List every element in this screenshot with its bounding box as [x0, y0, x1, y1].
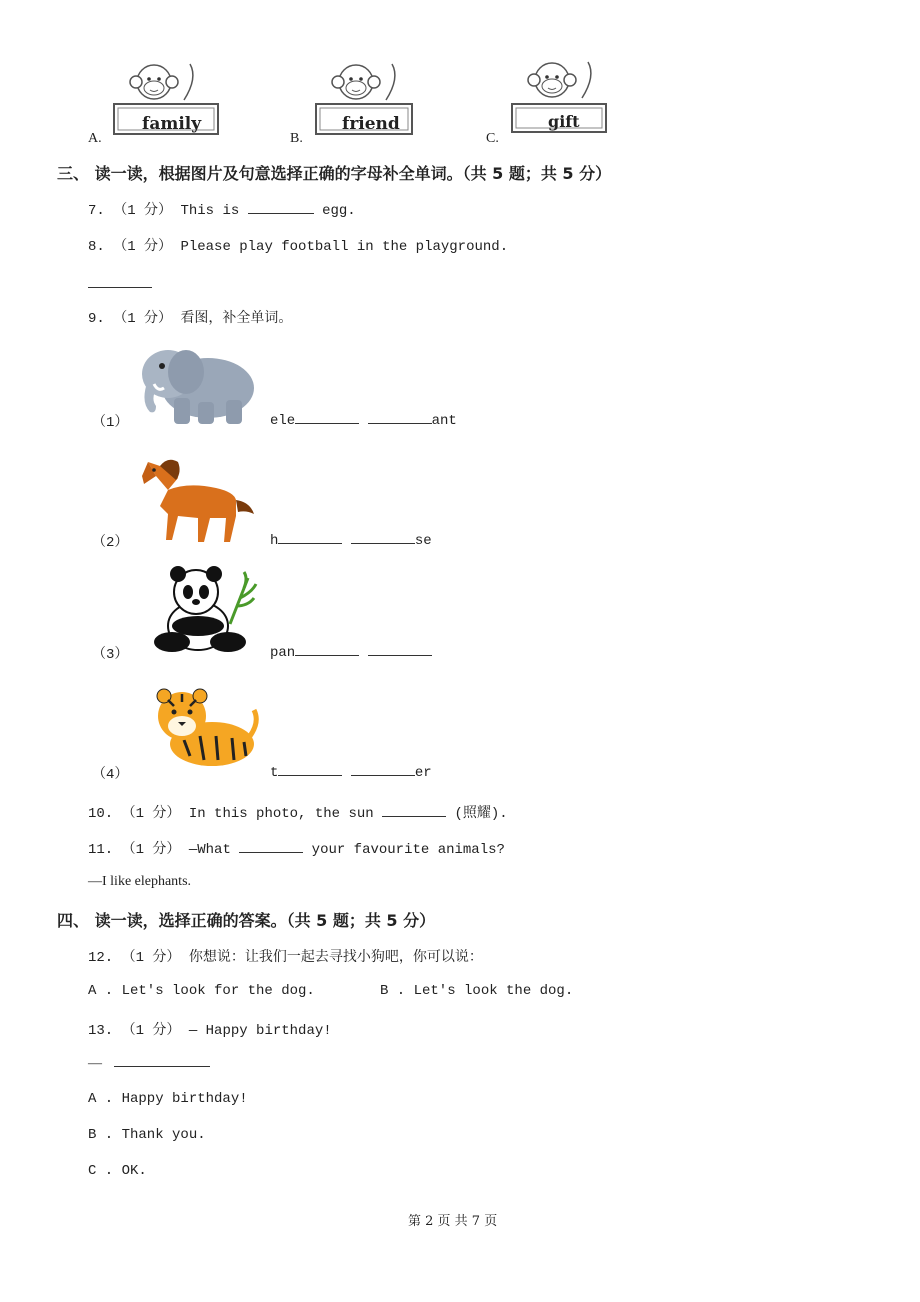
question-10-score: （1 分） [121, 806, 181, 822]
question-11-answer: —I like elephants. [88, 874, 192, 889]
question-8-text: Please play football in the playground. [180, 239, 509, 255]
question-11-text-before: —What [188, 842, 231, 858]
question-10 [88, 802, 508, 822]
question-9-item-3 [270, 643, 432, 661]
question-13-blank[interactable] [114, 1054, 210, 1067]
option-c-word: gift [548, 112, 580, 131]
question-7-number: 7. [88, 203, 105, 219]
elephant-icon [134, 342, 258, 426]
question-9-item-4 [270, 763, 432, 781]
item-2-suffix: se [414, 533, 432, 549]
question-7-text-after: egg. [322, 203, 356, 219]
section-4-heading: 四、 读一读，选择正确的答案。（共 5 题；共 5 分） [57, 911, 436, 930]
question-9-item-4-label: （4） [92, 767, 129, 783]
question-13-text: — Happy birthday! [188, 1023, 332, 1039]
item-2-prefix: h [270, 533, 279, 549]
question-7 [88, 199, 356, 219]
question-9-text: 看图，补全单词。 [180, 311, 293, 327]
question-13-score: （1 分） [121, 1023, 181, 1039]
question-13-option-a[interactable]: A . Happy birthday! [88, 1091, 248, 1107]
question-7-text-before: This is [180, 203, 240, 219]
item-1-suffix: ant [431, 413, 457, 429]
horse-icon [138, 456, 256, 546]
question-11-score: （1 分） [121, 842, 181, 858]
question-12-number: 12. [88, 950, 114, 966]
question-9-number: 9. [88, 311, 105, 327]
option-b-word: friend [342, 114, 400, 134]
question-7-score: （1 分） [113, 203, 173, 219]
question-13 [88, 1019, 332, 1039]
question-12-option-a[interactable]: A . Let's look for the dog. [88, 983, 315, 999]
question-11-number: 11. [88, 842, 114, 858]
question-10-blank[interactable] [382, 804, 446, 817]
question-10-text-before: In this photo, the sun [188, 806, 374, 822]
question-13-number: 13. [88, 1023, 114, 1039]
question-8-score: （1 分） [113, 239, 173, 255]
question-9-item-3-label: （3） [92, 647, 129, 663]
section-3-heading: 三、 读一读，根据图片及句意选择正确的字母补全单词。（共 5 题；共 5 分） [57, 164, 612, 183]
question-9-item-2-label: （2） [92, 535, 129, 551]
question-8 [88, 235, 508, 255]
item-4-blank-2[interactable] [351, 763, 415, 776]
question-11 [88, 838, 505, 858]
question-9 [88, 307, 292, 327]
panda-icon [152, 564, 258, 656]
item-4-prefix: t [270, 765, 279, 781]
question-9-score: （1 分） [113, 311, 173, 327]
option-a-letter: A. [88, 131, 102, 146]
item-1-prefix: ele [270, 413, 296, 429]
question-11-text-after: your favourite animals? [311, 842, 505, 858]
question-12-score: （1 分） [121, 950, 181, 966]
option-c-letter: C. [486, 131, 499, 146]
item-3-blank-1[interactable] [295, 643, 359, 656]
question-10-number: 10. [88, 806, 114, 822]
question-9-item-1 [270, 411, 457, 429]
question-11-blank[interactable] [239, 840, 303, 853]
page-footer: 第 2 页 共 7 页 [408, 1214, 498, 1229]
question-10-text-after: (照耀). [454, 806, 508, 822]
item-2-blank-1[interactable] [278, 531, 342, 544]
item-3-blank-2[interactable] [368, 643, 432, 656]
item-1-blank-1[interactable] [295, 411, 359, 424]
item-4-suffix: er [414, 765, 432, 781]
item-4-blank-1[interactable] [278, 763, 342, 776]
question-8-blank[interactable] [88, 275, 152, 288]
question-13-answer-line [88, 1054, 210, 1072]
item-2-blank-2[interactable] [351, 531, 415, 544]
option-b-letter: B. [290, 131, 303, 146]
item-1-blank-2[interactable] [368, 411, 432, 424]
item-3-prefix: pan [270, 645, 296, 661]
question-12 [88, 946, 483, 966]
question-8-number: 8. [88, 239, 105, 255]
question-12-option-b[interactable]: B . Let's look the dog. [380, 983, 574, 999]
question-7-blank[interactable] [248, 201, 314, 214]
question-9-item-2 [270, 531, 432, 549]
tiger-icon [154, 686, 258, 770]
question-13-dash: — [88, 1056, 102, 1071]
question-13-option-b[interactable]: B . Thank you. [88, 1127, 206, 1143]
question-13-option-c[interactable]: C . OK. [88, 1163, 147, 1179]
question-9-item-1-label: （1） [92, 415, 129, 431]
question-12-text: 你想说：让我们一起去寻找小狗吧，你可以说： [188, 950, 483, 966]
option-a-word: family [142, 114, 202, 134]
